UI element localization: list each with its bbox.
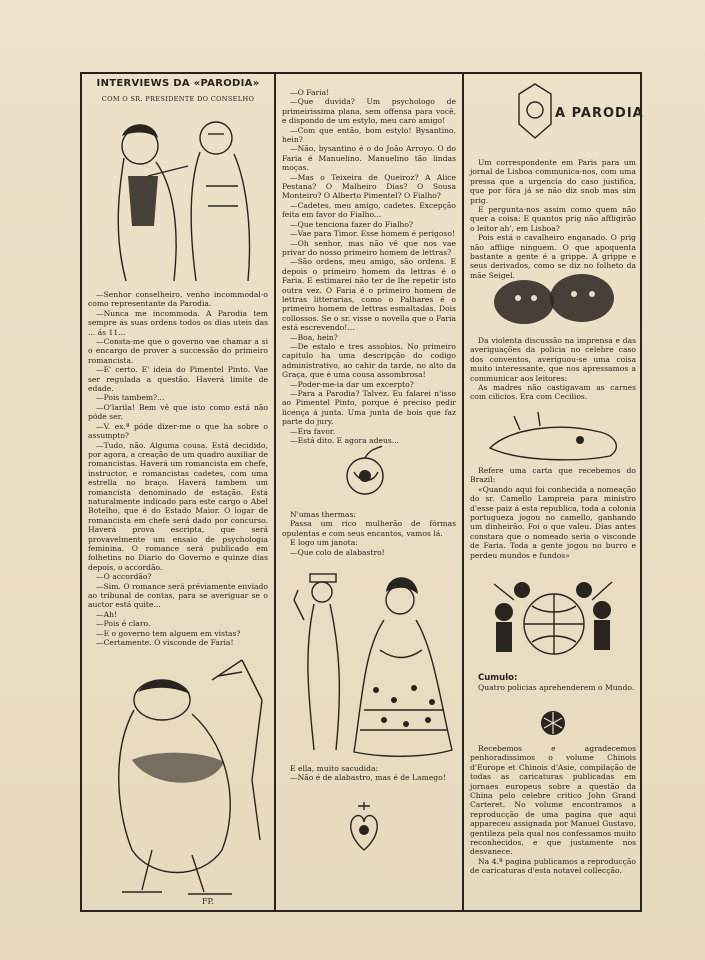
illustration-camel-head xyxy=(480,408,630,464)
brazil-article xyxy=(470,466,636,562)
masthead-title: A PARODIA xyxy=(555,106,644,121)
paragraph: —Senhor conselheiro, venho incommodal-o como representante da Parodia. xyxy=(88,290,268,309)
illustration-thermas xyxy=(284,560,456,760)
chinois-article xyxy=(470,744,636,904)
paragraph: E logo um janota: xyxy=(290,538,358,548)
paragraph: —Vae para Timor. Esse homem é perigoso! xyxy=(290,229,455,239)
ornament-heart-icon xyxy=(346,800,382,856)
paragraph: N'umas thermas: xyxy=(290,510,356,519)
paragraph: —Está dito. E agora adeus... xyxy=(290,436,400,446)
paragraph: —O accordão? xyxy=(96,572,152,582)
paragraph: —O'larila! Bem vê que isto como está não póde ser. xyxy=(88,402,268,422)
paragraph: —Pois tambem?... xyxy=(96,393,165,403)
paragraph: Pois está o cavalheiro enganado. O prig não afflige ninguem. O que apoquenta bastante a gente é a grippe. A grippe e seus derivados, como se diz no folheto da mãe Seigel. xyxy=(470,233,636,280)
paragraph: Na 4.ª pagina publicamos a reproducção de caricaturas d'esta notavel collecção. xyxy=(470,856,636,876)
artist-signature: FP. xyxy=(202,897,214,906)
paragraph: —Cadetes, meu amigo, cadetes. Excepção feita em favor do Fialho... xyxy=(282,200,456,220)
prig-article xyxy=(470,158,636,280)
paragraph: —Era favor. xyxy=(290,426,336,436)
paragraph: —V. ex.ª póde dizer-me o que ha sobre o assumpto? xyxy=(88,421,268,441)
paragraph: —De estalo e tres assobios. No primeiro capitulo ha uma descripção do codigo administrativo, ao cahir da tarde, no alto da Graça, que é uma cousa assombrosa! xyxy=(282,341,456,380)
paragraph: —Com que então, bom estylo! Bysantino, hein? xyxy=(282,125,456,145)
column-rule-2 xyxy=(462,72,464,912)
paragraph: —Que duvida? Um psychologo de primeirissima plana, sem offensa para você, e dispondo de um estylo, meu caro amigo! xyxy=(282,97,456,126)
interview-column-1 xyxy=(88,290,268,648)
paragraph: —Sim. O romance será préviamente enviado ao tribunal de contas, para se averiguar se o auctor está quite... xyxy=(88,581,268,610)
paragraph: —Não, bysantino é o do João Arroyo. O do Faria é Manuelino. Manuelino tão lindas moças. xyxy=(282,144,456,173)
cumulo-title: Cumulo: xyxy=(478,673,518,683)
paragraph: —E' certo. E' ideia do Pimentel Pinto. Vae ser regulada a questão. Haverá limite de edade. xyxy=(88,365,268,394)
paragraph: —Ah! xyxy=(96,609,118,619)
paragraph: —Nunca me incommoda. A Parodia tem sempre ás suas ordens todos os dias uteis das ... ás 11... xyxy=(88,308,268,337)
ornament-shell-icon xyxy=(538,708,568,738)
illustration-conselheiro xyxy=(88,106,268,286)
paragraph: —Pois é claro. xyxy=(96,619,151,629)
paragraph: —Não é de alabastro, mas é de Lamego! xyxy=(290,773,446,783)
paragraph: —E o governo tem alguem em vistas? xyxy=(96,628,241,638)
paragraph: Quatro policias aprehenderem o Mundo. xyxy=(478,683,635,693)
thermas-text xyxy=(282,510,456,560)
paragraph: —O Faria! xyxy=(290,88,330,97)
paragraph: —Que tenciona fazer do Fialho? xyxy=(290,219,414,229)
paragraph: As madres não castigavam as carnes com cilicios. Era com Cecilios. xyxy=(470,383,636,402)
paragraph: E ella, muito sacudida: xyxy=(290,764,379,773)
paragraph: —Para a Parodia? Talvez. Eu falarei n'isso ao Pimentel Pinto, porque é preciso pedir licença á junta. Uma junta de bois que faz parte do jury. xyxy=(282,389,456,427)
thermas-reply xyxy=(282,764,456,788)
illustration-romancista xyxy=(92,640,270,910)
paragraph: —Oh senhor, mas não vê que nos vae privar do nosso primeiro homem de lettras? xyxy=(282,238,456,257)
interview-subtitle: COM O SR. PRESIDENTE DO CONSELHO xyxy=(101,95,255,103)
paragraph: E pergunta-nos assim como quem não quer a coisa: E quantos prig não affligirão o leitor ah', em Lisboa? xyxy=(470,205,636,233)
paragraph: Passa um rico mulherão de fórmas opulentas e com seus encantos, vamos lá. xyxy=(282,519,456,538)
paragraph: Refere uma carta que recebemos do Brazil: xyxy=(470,466,636,485)
column-rule-1 xyxy=(274,72,276,912)
paragraph: —São ordens, meu amigo, são ordens. E depois o primeiro homem da lettras é o Faria. E estimarei não ter de lhe repetir isto outra vez. O Faria é o primeiro homem de lettras litterarias, como o Palhares é o primeiro homem de lettras esmaltadas. Dois collossos. Se o sr. visse o novella que o Faria está escrevendo!... xyxy=(282,257,456,333)
illustration-two-heads xyxy=(478,268,630,334)
paragraph: «Quando aqui foi conhecida a nomeação do sr. Camello Lampreia para ministro d'esse paiz á esta republica, toda a colonia portugueza jogou no camello, ganhando um dinheirão. Foi o que valeu. Dias antes constara que o nomeado seria o visconde de Faria. Toda a gente jogou no burro e perdeu mundos e fundos» xyxy=(470,484,636,560)
paragraph: Da violenta discussão na imprensa e das averiguações da policia no celebre caso dos conventos, averiguou-se uma coisa muito interessante, que nos apressamos a communicar aos leitores: xyxy=(470,336,636,383)
paragraph: —Poder-me-ia dar um excerpto? xyxy=(290,379,414,389)
paragraph: Recebemos e agradecemos penhoradissimos o volume Chinois d'Europe et Chinois d'Asie, compilação de todas as caricaturas publicadas em jornaes europeus sobre a questão da China pelo celebre critico John Grand Carteret. No volume encontramos a reproducção de uma pagina que aqui appareceu assignada por Manuel Gustavo, gentileza pela qual nos confessamos muito reconhecidos, e que justamente nos desvanece. xyxy=(470,744,636,857)
interview-title: INTERVIEWS DA «PARODIA» xyxy=(96,78,260,89)
interview-column-2 xyxy=(282,88,456,458)
paragraph: Um correspondente em Paris para um jornal de Lisboa communica-nos, com uma pressa que a urgencia do caso justifica, que por fóra já se não diz snob mas sim prig. xyxy=(470,158,636,205)
cumulo-article xyxy=(470,674,636,698)
illustration-policemen-globe xyxy=(474,564,632,664)
paragraph: —Consta-me que o governo vae chamar a si o encargo de prover a successão do primeiro romancista. xyxy=(88,337,268,365)
paragraph: —Boa, hein? xyxy=(290,332,338,342)
paragraph: —Que colo de alabastro! xyxy=(290,547,385,557)
paragraph: —Mas o Teixeira de Queiroz? A Alice Pestana? O Malheiro Dias? O Sousa Monteiro? O Alberto Pimentel? O Fialho? xyxy=(282,172,456,201)
paragraph: —Certamente. O visconde de Faria! xyxy=(96,638,234,648)
ornament-fruit-icon xyxy=(340,442,390,502)
paragraph: —Tudo, não. Alguma cousa. Está decidido, por agora, a creação de um quadro auxiliar de romancistas. Haverá um romancista em chefe, instructor, e romancistas cadetes, com uma estrella no braço. Haverá tambem um romancista denominado de estação. Está naturalmente indicado para este cargo o Abel Botelho, que é do Estado Maior. O logar de romancista em chefe será dado por concurso. Haverá prova escripta, que será provavelmente um ensaio de psychologia feminina. O romance será publicado em folhetins no Diario do Governo e quinze dias depois, o accordão. xyxy=(88,440,268,572)
